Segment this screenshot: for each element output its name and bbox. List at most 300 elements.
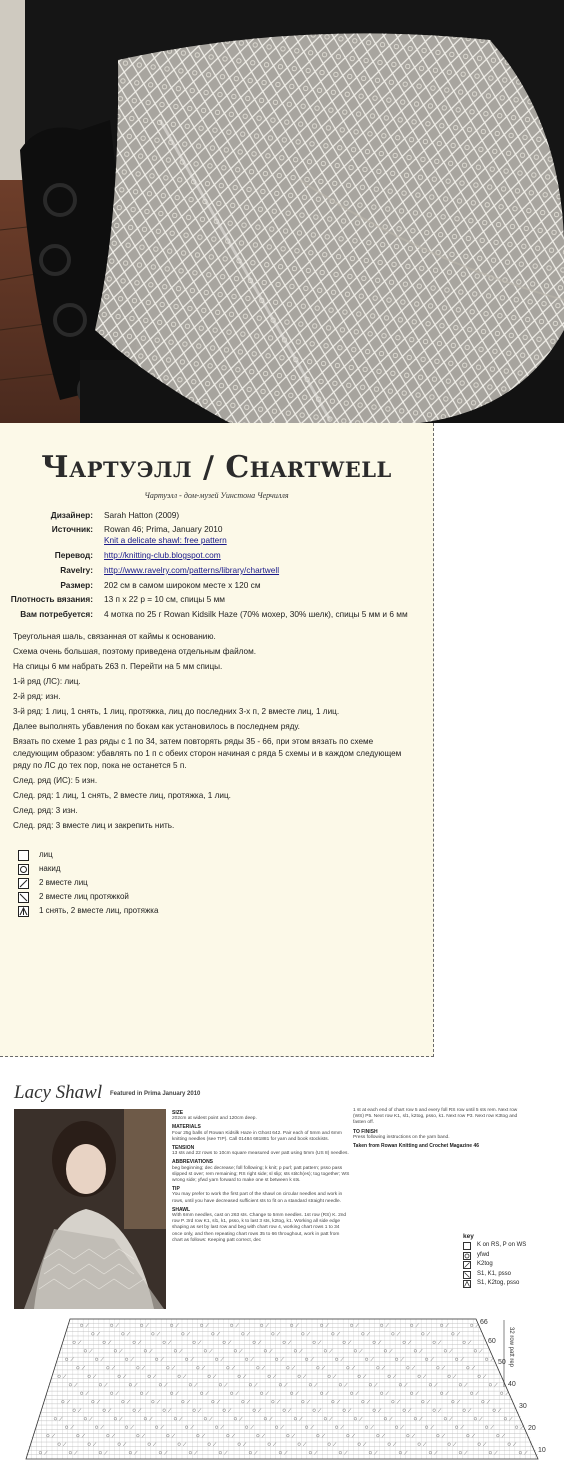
decrease-mark [487,1400,490,1404]
yarn-over-mark [324,1417,327,1420]
yarn-over-mark [347,1434,350,1437]
meta-label: Перевод: [54,550,93,560]
key-row-yarn-over [463,1251,490,1262]
section-text: Press following instructions on the yarn band. [353,1134,450,1140]
instruction-line: На спицы 6 мм набрать 263 п. Перейти на 5 мм спицы. [13,662,223,671]
yarn-over-mark [88,1443,91,1446]
magazine-column-1 [172,1108,350,1244]
section-heading: TIP [172,1186,180,1193]
yarn-over-mark [407,1434,410,1437]
row-label: 40 [508,1381,516,1388]
yarn-over-mark [137,1434,140,1437]
yarn-over-mark [129,1451,132,1454]
yarn-over-mark [335,1426,338,1429]
yarn-over-mark [425,1358,428,1361]
yarn-over-mark [433,1409,436,1412]
yarn-over-mark [373,1409,376,1412]
decrease-mark [491,1425,494,1429]
yarn-over-mark [440,1392,443,1395]
decrease-mark [449,1349,452,1353]
decrease-mark [461,1425,464,1429]
knit-square-icon [18,850,29,861]
yarn-over-mark [193,1409,196,1412]
yarn-over-mark [519,1451,522,1454]
decrease-mark [333,1374,336,1378]
model-photo-illustration [14,1109,166,1309]
yarn-over-mark [223,1341,226,1344]
section-heading: TENSION [172,1145,195,1152]
decrease-mark [104,1451,107,1455]
decrease-mark [314,1451,317,1455]
yarn-over-mark [444,1350,447,1353]
yarn-over-mark [163,1341,166,1344]
decrease-mark [318,1341,321,1345]
decrease-mark [498,1408,501,1412]
decrease-mark [292,1434,295,1438]
yarn-over-mark [354,1350,357,1353]
decrease-mark [97,1400,100,1404]
section-text: You may prefer to work the first part of the shawl on circular needles and work in rows, until you have decreased sufficient sts to fit on a standard straight needle. [172,1192,343,1204]
section-heading: TO FINISH [353,1128,378,1135]
source-link[interactable]: Knit a delicate shawl: free pattern [104,535,227,545]
decrease-mark [348,1341,351,1345]
decrease-mark [213,1442,216,1446]
magazine-page [0,1072,564,1467]
decrease-mark [134,1383,137,1387]
decrease-mark [412,1366,415,1370]
decrease-mark [464,1451,467,1455]
decrease-mark [101,1425,104,1429]
yarn-over-mark [365,1426,368,1429]
key-row-k2tog [463,1261,493,1271]
shawl-photo [0,0,564,423]
instruction-line: След. ряд: 3 вместе лиц и закрепить нить. [13,821,175,830]
yarn-over-mark [110,1324,113,1327]
yarn-over-mark [474,1350,477,1353]
decrease-mark [142,1434,145,1438]
decrease-mark [236,1324,239,1328]
key-label: лиц [39,850,53,859]
decrease-mark [78,1341,81,1345]
yarn-over-mark [482,1400,485,1403]
yarn-over-mark [47,1434,50,1437]
decrease-mark [134,1451,137,1455]
yarn-over-mark [73,1409,76,1412]
yarn-over-mark [302,1333,305,1336]
yarn-over-mark [118,1443,121,1446]
yarn-over-mark [193,1341,196,1344]
yarn-over-mark [54,1417,57,1420]
yarn-over-mark [234,1417,237,1420]
yarn-over-mark [260,1392,263,1395]
decrease-mark [153,1442,156,1446]
yarn-over-mark [39,1451,42,1454]
key-label: 1 снять, 2 вместе лиц, протяжка [39,906,159,915]
decrease-mark [194,1451,197,1455]
yarn-over-mark [257,1366,260,1369]
decrease-mark [176,1391,179,1395]
decrease-mark [307,1332,310,1336]
decrease-mark [363,1442,366,1446]
yarn-over-mark [200,1392,203,1395]
yarn-over-mark [257,1434,260,1437]
yarn-over-mark [110,1392,113,1395]
decrease-mark [288,1341,291,1345]
skpo-icon [463,1271,471,1279]
yarn-over-mark [92,1333,95,1336]
decrease-mark [423,1442,426,1446]
yarn-over-mark [219,1451,222,1454]
decrease-mark [157,1332,160,1336]
key-label: 2 вместе лиц [39,878,88,887]
decrease-mark [127,1400,130,1404]
yarn-over-mark [249,1451,252,1454]
yarn-over-mark [99,1383,102,1386]
yarn-over-mark [358,1375,361,1378]
section-text: 1 st at each end of chart row 5 and every foll RS row until 5 sts rem. Next row (WS) P5. Next row K1, sl1, k2tog, psso, k1. Next row P3. Next row K3tog and fasten off. [353,1108,518,1126]
decrease-mark [74,1451,77,1455]
ravelry-link[interactable]: http://www.ravelry.com/patterns/library/chartwell [104,565,280,575]
decrease-mark [213,1374,216,1378]
yarn-over-mark [92,1400,95,1403]
key-label: K on RS, P on WS [477,1242,527,1248]
yarn-over-mark [414,1417,417,1420]
yarn-over-mark [392,1400,395,1403]
decrease-mark [224,1383,227,1387]
decrease-mark [269,1417,272,1421]
decrease-mark [442,1434,445,1438]
instruction-line: следующим образом: убавлять по 1 п с обеих сторон начиная с ряда 5 схемы и в каждом следующем [13,749,402,758]
meta-label: Размер: [60,580,93,590]
decrease-mark [206,1324,209,1328]
yarn-over-mark [335,1358,338,1361]
decrease-mark [453,1442,456,1446]
decrease-mark [371,1358,374,1362]
decrease-mark [172,1434,175,1438]
yarn-over-mark [58,1375,61,1378]
yarn-over-mark [185,1426,188,1429]
decrease-mark [71,1358,74,1362]
yarn-over-mark [324,1350,327,1353]
key-label: накид [39,864,61,873]
decrease-mark [389,1417,392,1421]
decrease-mark [363,1374,366,1378]
yarn-over-mark [107,1434,110,1437]
sk2po-icon [463,1280,471,1288]
yarn-over-mark [365,1358,368,1361]
yarn-over-mark [500,1392,503,1395]
yarn-over-mark [470,1392,473,1395]
yarn-over-mark [264,1350,267,1353]
yarn-over-mark [309,1451,312,1454]
decrease-mark [479,1417,482,1421]
decrease-mark [337,1400,340,1404]
yarn-over-mark [317,1434,320,1437]
decrease-mark [74,1383,77,1387]
decrease-mark [138,1408,141,1412]
yarn-over-mark [155,1358,158,1361]
yarn-over-mark [429,1451,432,1454]
decrease-mark [247,1400,250,1404]
decrease-mark [266,1391,269,1395]
key-label: 2 вместе лиц протяжкой [39,892,129,901]
yarn-over-mark [279,1451,282,1454]
decrease-mark [67,1400,70,1404]
key-title: key [463,1233,474,1240]
decrease-mark [108,1341,111,1345]
card-title: Чартуэлл / Chartwell [41,450,392,485]
yarn-over-mark [245,1358,248,1361]
yarn-over-mark [320,1392,323,1395]
decrease-mark [397,1332,400,1336]
decrease-mark [352,1366,355,1370]
decrease-mark [419,1417,422,1421]
decrease-mark [243,1374,246,1378]
decrease-mark [89,1349,92,1353]
yarn-over-mark [178,1443,181,1446]
card-subtitle: Чартуэлл - дом-музей Уинстона Черчилля [144,491,289,500]
decrease-mark [209,1417,212,1421]
decrease-mark [277,1400,280,1404]
decrease-mark [382,1366,385,1370]
decrease-mark [509,1417,512,1421]
decrease-mark [236,1391,239,1395]
yarn-over-mark [148,1375,151,1378]
decrease-mark [494,1451,497,1455]
decrease-mark [419,1349,422,1353]
yarn-over-mark [448,1443,451,1446]
yarn-over-mark [268,1375,271,1378]
yarn-over-mark [418,1443,421,1446]
instruction-line: Далее выполнять убавления по бокам как установилось в последнем ряду. [13,722,300,731]
yarn-over-mark [208,1443,211,1446]
decrease-mark [359,1417,362,1421]
section-text: beg beginning; dec decrease; foll following; k knit; p purl; patt pattern; psso pass slipped st over; rem remaining; RS right side; sl slip; sts stitch(es); tog together; WS wrong side; yfwd yarn forward to make one st between k sts. [172,1165,350,1184]
decrease-mark [307,1400,310,1404]
yarn-over-mark [418,1375,421,1378]
yarn-over-mark [437,1366,440,1369]
knitting-chart [14,1317,550,1463]
section-heading: ABBREVIATIONS [172,1159,214,1166]
yarn-over-mark [485,1358,488,1361]
decrease-mark [296,1391,299,1395]
yarn-over-mark [178,1375,181,1378]
key-label: yfwd [477,1251,490,1258]
yarn-over-mark [339,1451,342,1454]
yarn-over-mark [99,1451,102,1454]
yarn-over-mark [230,1324,233,1327]
yarn-over-mark [152,1333,155,1336]
decrease-mark [389,1349,392,1353]
yarn-over-mark [287,1366,290,1369]
yarn-over-mark [395,1426,398,1429]
instruction-line: След. ряд: 3 изн. [13,806,78,815]
yarn-over-mark [414,1350,417,1353]
yarn-over-mark [185,1358,188,1361]
decrease-mark [472,1366,475,1370]
yarn-over-mark [309,1383,312,1386]
instruction-line: Схема очень большая, поэтому приведена отдельным файлом. [13,647,257,656]
decrease-mark [513,1442,516,1446]
decrease-mark [277,1332,280,1336]
yarn-over-mark [463,1409,466,1412]
decrease-mark [281,1425,284,1429]
yarn-over-mark [369,1383,372,1386]
key-label: S1, K2tog, psso [477,1280,520,1286]
chart-grid [26,1319,538,1459]
yarn-over-mark [489,1451,492,1454]
yarn-over-mark [189,1383,192,1386]
yarn-over-mark [268,1443,271,1446]
yarn-over-mark [448,1375,451,1378]
decrease-mark [142,1366,145,1370]
yarn-over-mark [204,1350,207,1353]
yarn-over-mark [122,1400,125,1403]
decrease-mark [198,1408,201,1412]
meta-value: 4 мотка по 25 г Rowan Kidsilk Haze (70% мохер, 30% шелк), спицы 5 мм и 6 мм [104,609,408,619]
decrease-mark [123,1374,126,1378]
yarn-over-mark [403,1409,406,1412]
yarn-over-mark [215,1426,218,1429]
yarn-over-mark [478,1443,481,1446]
decrease-mark [292,1366,295,1370]
yarn-over-mark [305,1358,308,1361]
row-label: 20 [528,1425,536,1432]
decrease-mark [382,1434,385,1438]
yarn-over-mark [470,1324,473,1327]
decrease-mark [59,1417,62,1421]
yarn-over-mark [137,1366,140,1369]
yarn-over-icon [18,864,29,875]
yarn-over-mark [212,1333,215,1336]
decrease-mark [412,1434,415,1438]
yarn-over-mark [73,1341,76,1344]
decrease-mark [352,1434,355,1438]
decrease-mark [251,1358,254,1362]
translation-link[interactable]: http://knitting-club.blogspot.com [104,550,221,560]
decrease-mark [371,1425,374,1429]
yarn-over-mark [212,1400,215,1403]
decrease-mark [393,1374,396,1378]
yarn-over-mark [84,1350,87,1353]
yarn-over-mark [313,1341,316,1344]
decrease-mark [176,1324,179,1328]
yarn-over-mark [242,1333,245,1336]
model-photo [14,1109,166,1309]
yarn-over-mark [272,1400,275,1403]
meta-value: Sarah Hatton (2009) [104,510,180,520]
decrease-mark [401,1358,404,1362]
decrease-mark [431,1358,434,1362]
decrease-mark [344,1451,347,1455]
key-label: K2tog [477,1261,493,1267]
decrease-mark [438,1341,441,1345]
yarn-over-mark [253,1409,256,1412]
decrease-mark [228,1408,231,1412]
decrease-mark [457,1332,460,1336]
yarn-over-mark [362,1333,365,1336]
decrease-mark [101,1358,104,1362]
instruction-line: 3-й ряд: 1 лиц, 1 снять, 1 лиц, протяжка, лиц до последних 3-х п, 2 вместе лиц, 1 лиц. [13,707,340,716]
yarn-over-mark [452,1400,455,1403]
yarn-over-mark [339,1383,342,1386]
decrease-mark [119,1417,122,1421]
decrease-mark [464,1383,467,1387]
decrease-mark [206,1391,209,1395]
yarn-over-mark [219,1383,222,1386]
decrease-mark [468,1408,471,1412]
section-heading: MATERIALS [172,1124,201,1131]
yarn-over-mark [354,1417,357,1420]
yarn-over-mark [264,1417,267,1420]
yarn-over-mark [433,1341,436,1344]
decrease-mark [239,1349,242,1353]
yarn-over-mark [148,1443,151,1446]
decrease-mark [247,1332,250,1336]
yarn-over-mark [369,1451,372,1454]
decrease-mark [82,1366,85,1370]
decrease-mark [344,1383,347,1387]
yarn-over-mark [508,1443,511,1446]
decrease-mark [281,1358,284,1362]
decrease-mark [183,1442,186,1446]
chart-outline [26,1319,538,1459]
decrease-mark [86,1391,89,1395]
instruction-line: След. ряд (ИС): 5 изн. [13,776,98,785]
skpo-icon [18,892,29,903]
meta-label: Дизайнер: [50,510,93,520]
section-heading: SIZE [172,1110,184,1116]
decrease-mark [356,1391,359,1395]
yarn-over-mark [204,1417,207,1420]
decrease-mark [82,1434,85,1438]
k2tog-icon [463,1261,471,1269]
yarn-over-mark [422,1400,425,1403]
repeat-label: 32 row patt rep [508,1327,514,1368]
decrease-mark [262,1434,265,1438]
row-label: 50 [498,1359,506,1366]
decrease-mark [104,1383,107,1387]
yarn-over-mark [125,1358,128,1361]
instruction-line: След. ряд: 1 лиц, 1 снять, 2 вместе лиц, протяжка, 1 лиц. [13,791,231,800]
yarn-over-mark [478,1375,481,1378]
decrease-mark [326,1324,329,1328]
yarn-over-mark [384,1417,387,1420]
decrease-mark [427,1400,430,1404]
decrease-mark [359,1349,362,1353]
decrease-mark [251,1425,254,1429]
decrease-mark [374,1451,377,1455]
decrease-mark [386,1324,389,1328]
yarn-over-mark [189,1451,192,1454]
yarn-over-mark [429,1383,432,1386]
yarn-over-mark [489,1383,492,1386]
yarn-over-mark [234,1350,237,1353]
yarn-over-mark [392,1333,395,1336]
yarn-over-mark [437,1434,440,1437]
yarn-over-mark [403,1341,406,1344]
yarn-over-mark [215,1358,218,1361]
decrease-mark [329,1349,332,1353]
decrease-mark [326,1391,329,1395]
k2tog-icon [18,878,29,889]
decrease-mark [146,1324,149,1328]
magazine-key [463,1233,527,1290]
decrease-mark [303,1374,306,1378]
decrease-mark [423,1374,426,1378]
key-row-skpo [463,1270,512,1281]
decrease-mark [457,1400,460,1404]
